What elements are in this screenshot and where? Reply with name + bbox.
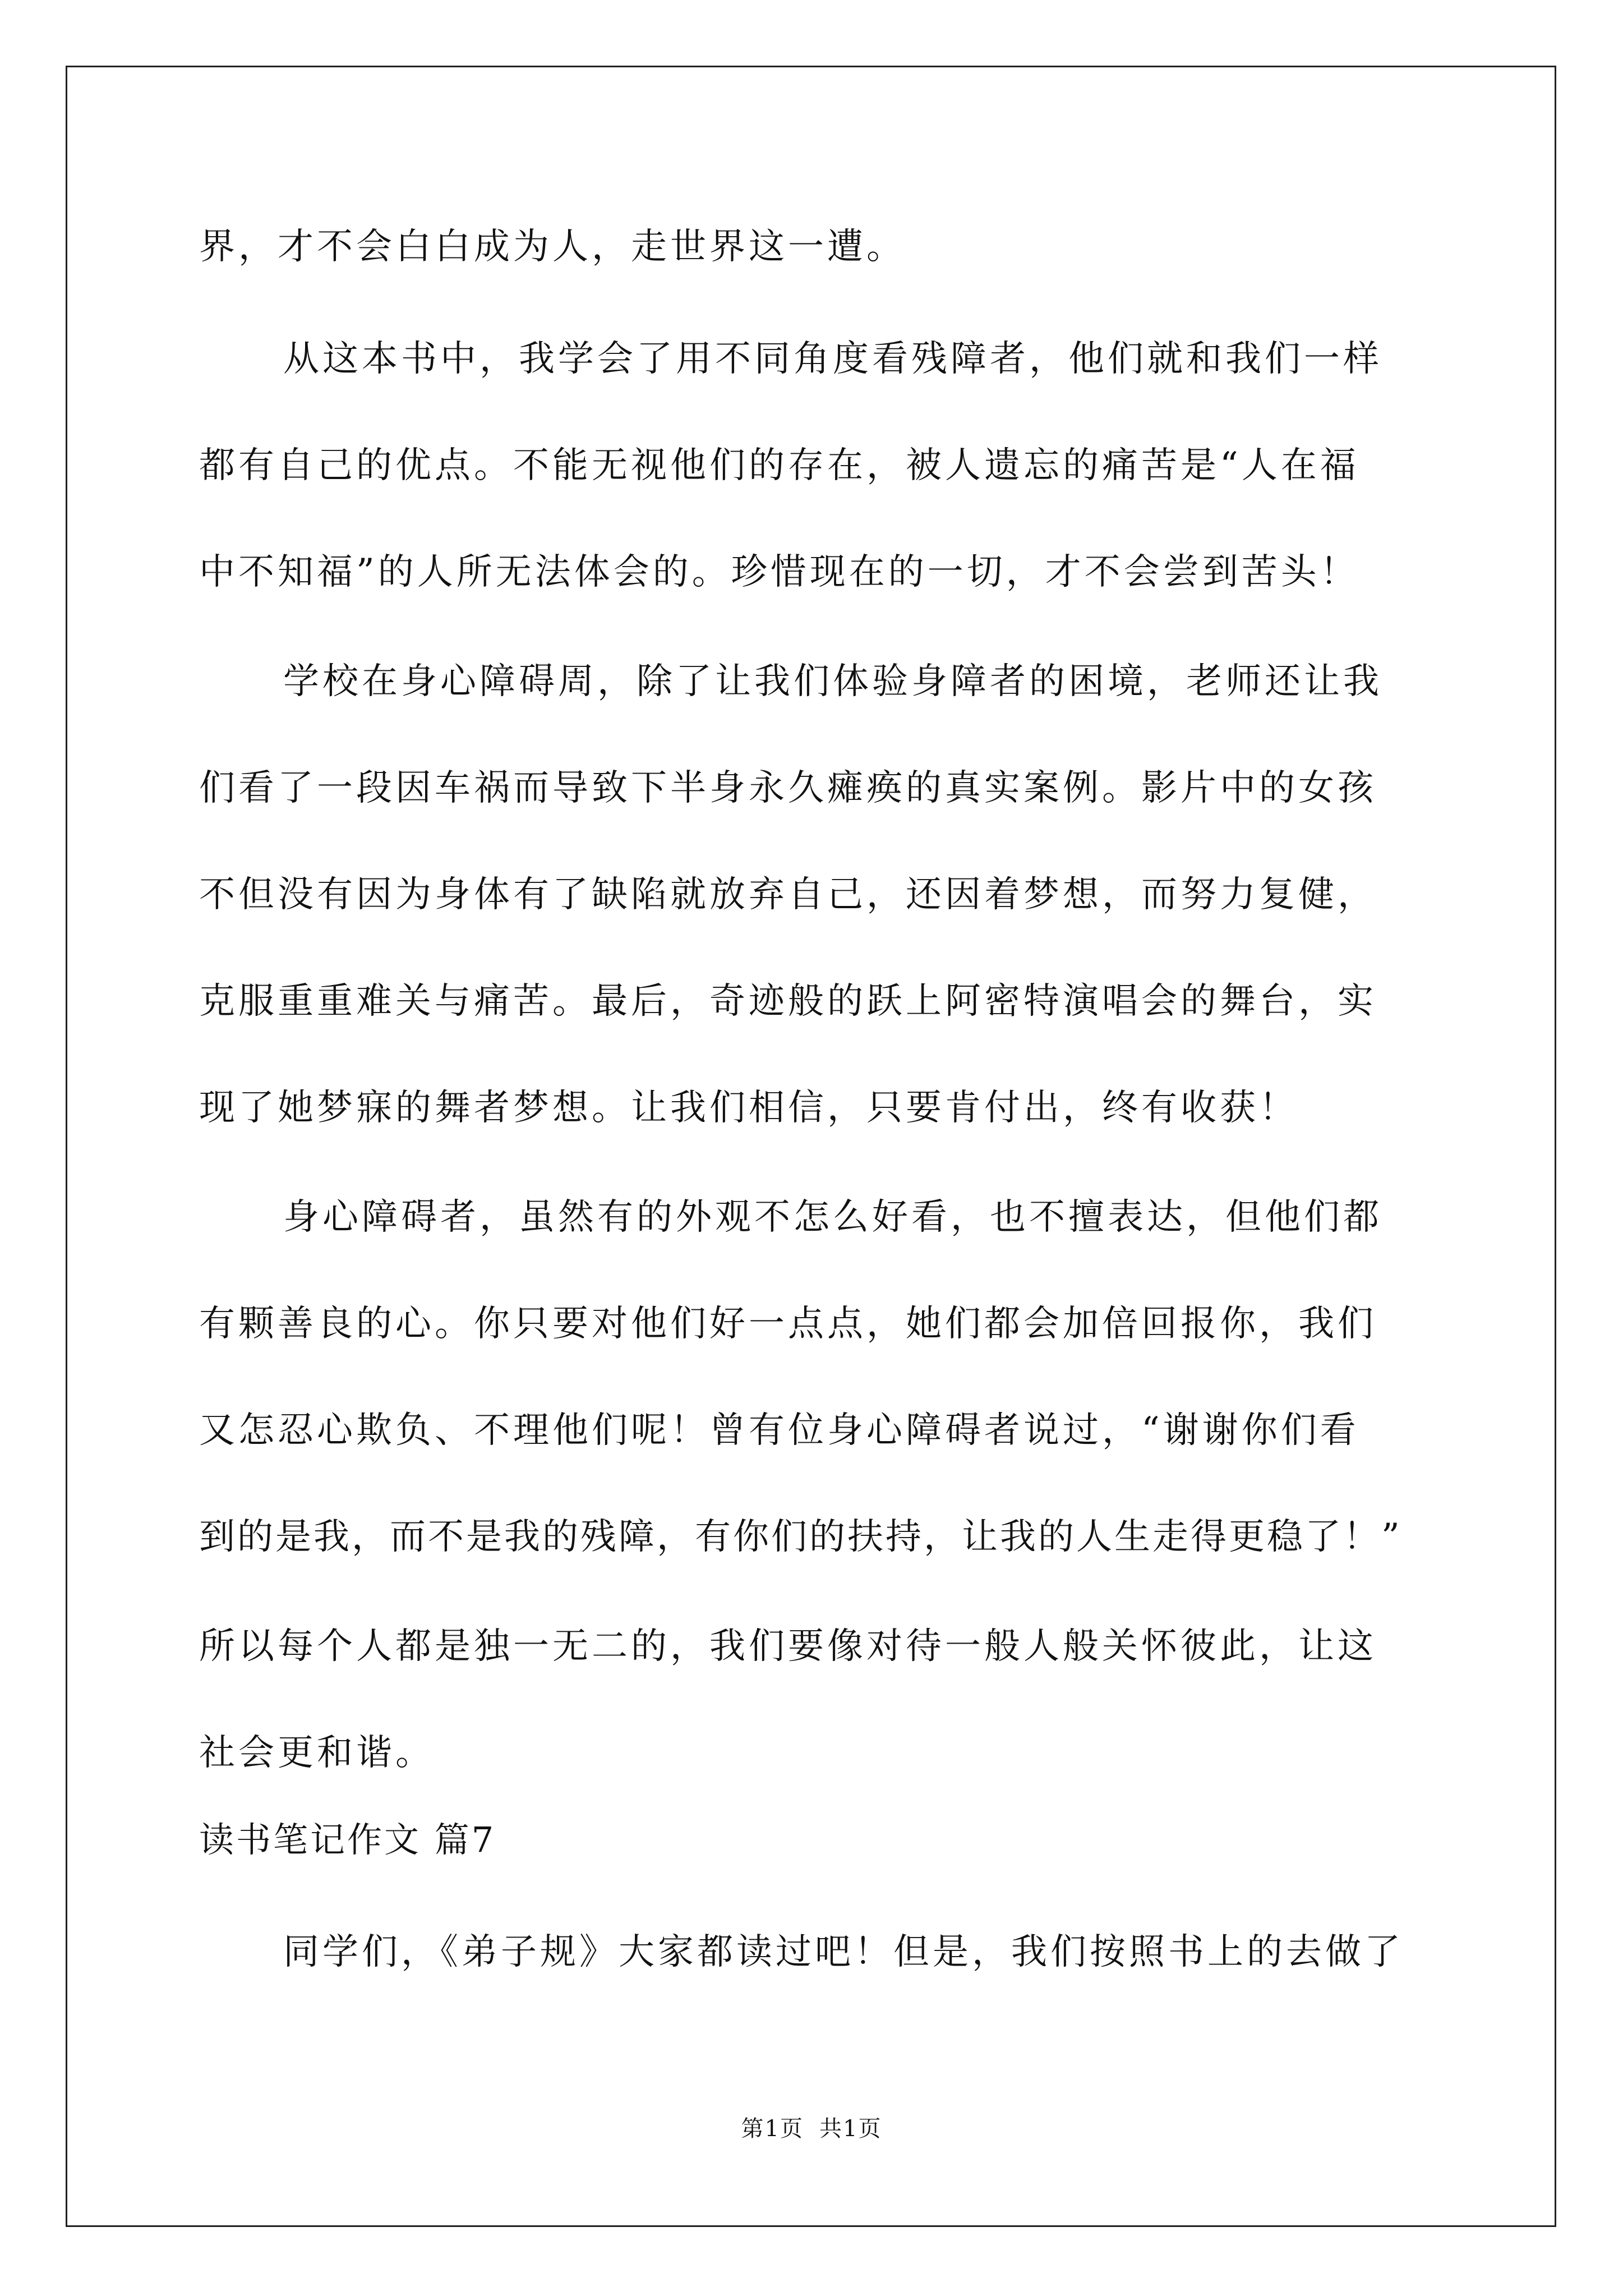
page-number: 第1页 — [741, 2116, 804, 2142]
section-heading: 读书笔记作文 篇7 — [199, 1819, 496, 1860]
paragraph-line: 从这本书中，我学会了用不同角度看残障者，他们就和我们一样 — [283, 338, 1382, 380]
paragraph-line: 社会更和谐。 — [199, 1732, 435, 1774]
page-total: 共1页 — [819, 2116, 882, 2142]
paragraph-line: 又怎忍心欺负、不理他们呢！曾有位身心障碍者说过，“谢谢你们看 — [199, 1410, 1359, 1451]
page-footer — [0, 2115, 1623, 2143]
paragraph-line: 学校在身心障碍周，除了让我们体验身障者的困境，老师还让我 — [283, 661, 1382, 702]
paragraph-line: 界，才不会白白成为人，走世界这一遭。 — [199, 226, 906, 268]
paragraph-line: 不但没有因为身体有了缺陷就放弃自己，还因着梦想，而努力复健， — [199, 874, 1377, 915]
paragraph-line: 身心障碍者，虽然有的外观不怎么好看，也不擅表达，但他们都 — [283, 1197, 1382, 1238]
paragraph-line: 同学们，《弟子规》大家都读过吧！但是，我们按照书上的去做了 — [283, 1931, 1404, 1973]
paragraph-line: 中不知福”的人所无法体会的。珍惜现在的一切，才不会尝到苦头！ — [199, 551, 1359, 593]
paragraph-line: 们看了一段因车祸而导致下半身永久瘫痪的真实案例。影片中的女孩 — [199, 767, 1377, 809]
paragraph-line: 所以每个人都是独一无二的，我们要像对待一般人般关怀彼此，让这 — [199, 1626, 1377, 1667]
paragraph-line: 到的是我，而不是我的残障，有你们的扶持，让我的人生走得更稳了！” — [199, 1516, 1402, 1558]
page-border — [66, 66, 1556, 2227]
paragraph-line: 都有自己的优点。不能无视他们的存在，被人遗忘的痛苦是“人在福 — [199, 445, 1359, 486]
paragraph-line: 现了她梦寐的舞者梦想。让我们相信，只要肯付出，终有收获！ — [199, 1087, 1298, 1129]
paragraph-line: 克服重重难关与痛苦。最后，奇迹般的跃上阿密特演唱会的舞台，实 — [199, 981, 1377, 1022]
paragraph-line: 有颗善良的心。你只要对他们好一点点，她们都会加倍回报你，我们 — [199, 1303, 1377, 1345]
